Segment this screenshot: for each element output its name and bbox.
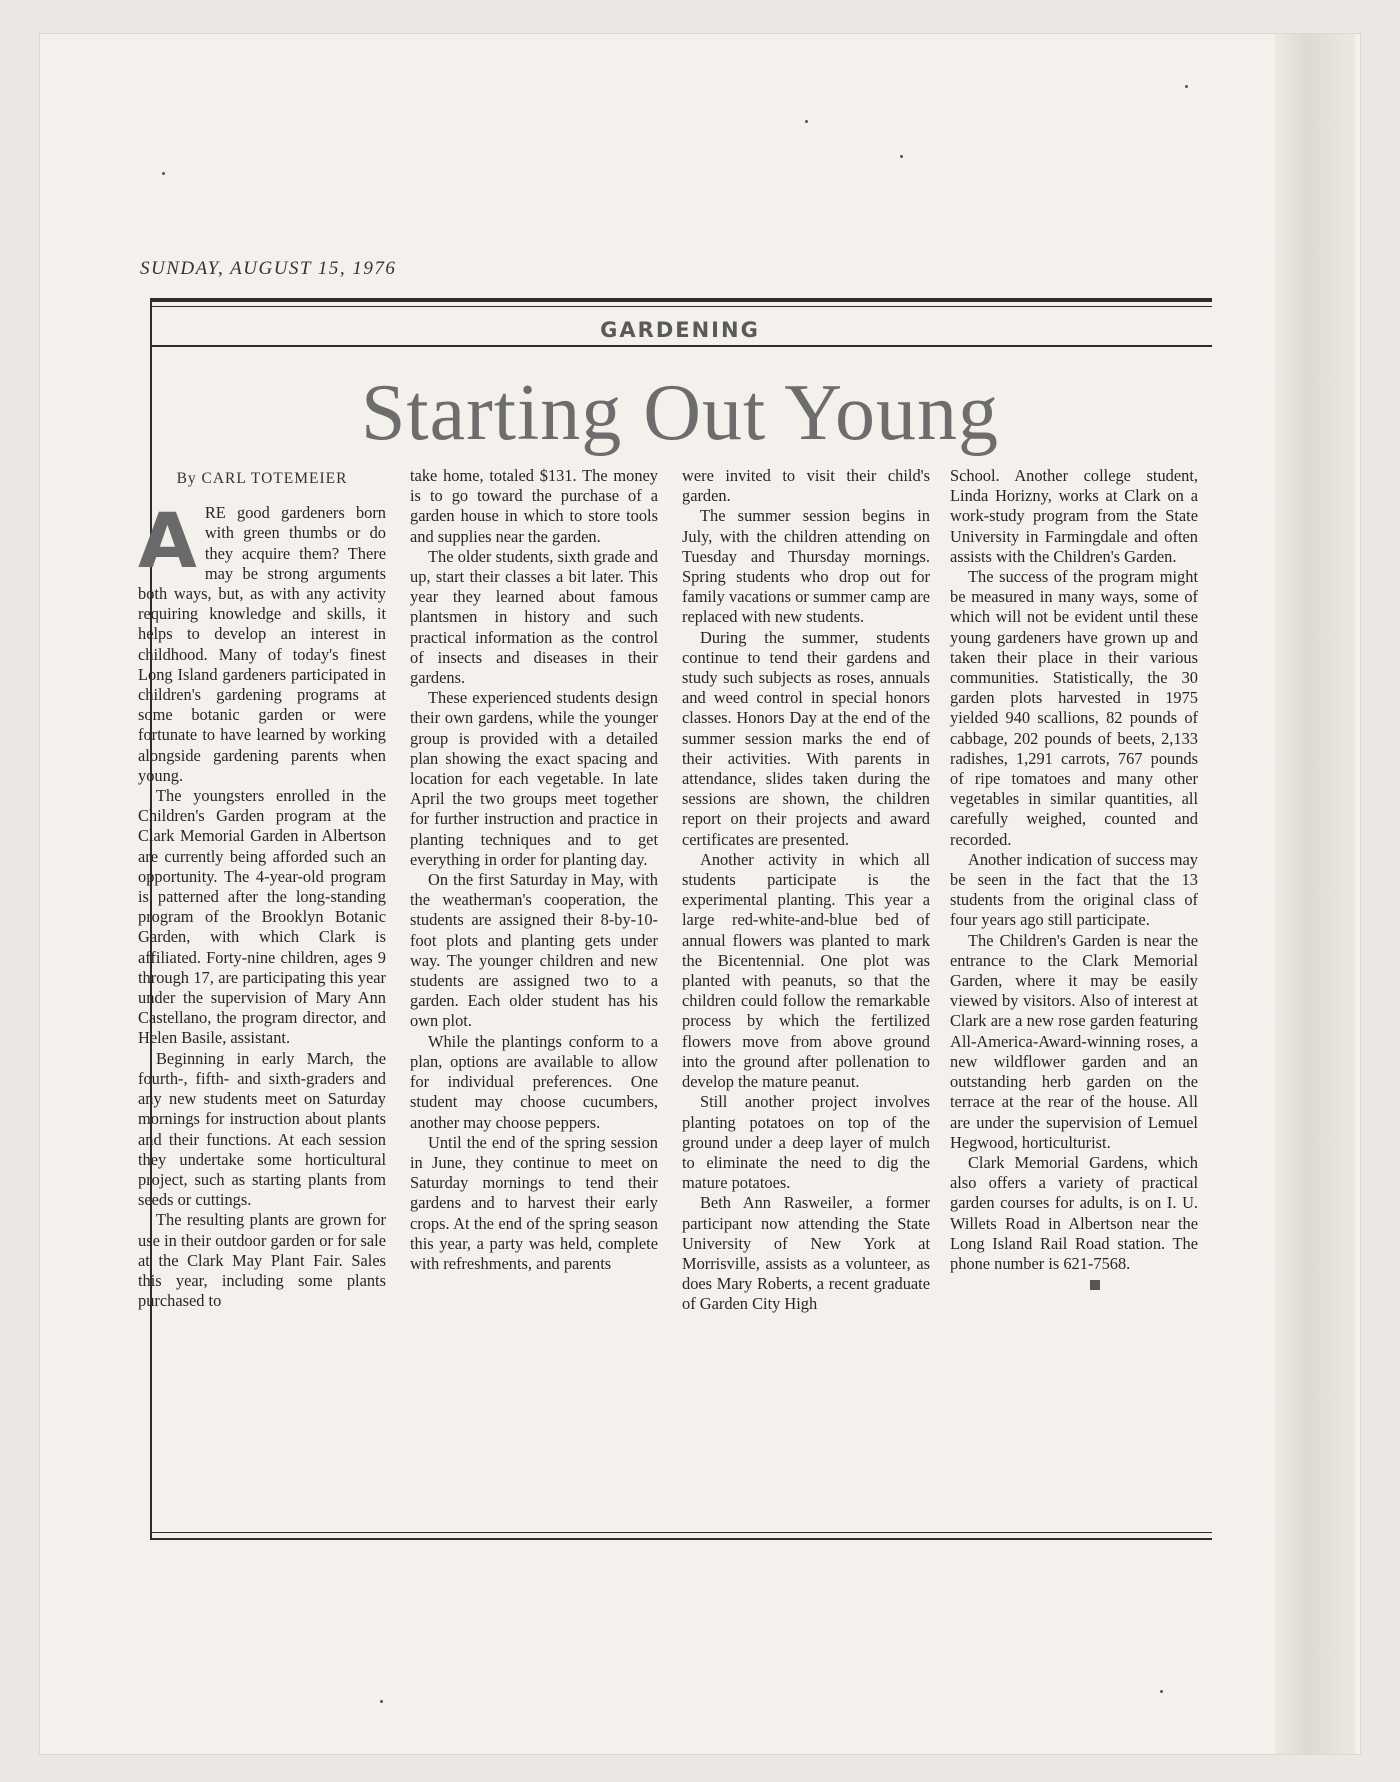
paragraph: The older students, sixth grade and up, start their classes a bit later. This year they learned about famous plantsmen in history and such practical information as the control of insects and diseases in their gardens. (410, 546, 658, 688)
scan-speck (900, 155, 903, 158)
paragraph: take home, totaled $131. The money is to go toward the purchase of a garden house in which to store tools and supplies near the garden. (410, 466, 658, 546)
scan-speck (805, 120, 808, 123)
paragraph: The Children's Garden is near the entrance to the Clark Memorial Garden, where it may be easily viewed by visitors. Also of interest at Clark are a new rose garden featuring All-America-Award-winning roses, a new wildflower garden and an outstanding herb garden on the terrace at the rear of the house. All are under the supervision of Lemuel Hegwood, horticulturist. (950, 930, 1198, 1152)
article-column-1 (138, 467, 386, 1311)
byline: By CARL TOTEMEIER (176, 470, 348, 487)
article-column-2 (410, 466, 658, 1274)
paragraph: The success of the program might be measured in many ways, some of which will not be evident until these young gardeners have grown up and taken their place in their various communities. Statistically, the 30 garden plots harvested in 1975 yielded 940 scallions, 82 pounds of cabbage, 202 pounds of beets, 2,133 radishes, 1,291 carrots, 767 pounds of ripe tomatoes and many other vegetables in similar quantities, all carefully weighed, counted and recorded. (950, 567, 1198, 849)
top-rule (150, 298, 1212, 302)
paragraph: were invited to visit their child's garden. (682, 466, 930, 506)
paragraph: On the first Saturday in May, with the weatherman's cooperation, the students are assigned their 8-by-10-foot plots and planting gets under way. The younger children and new students are assigned two to a garden. Each older student has his own plot. (410, 870, 658, 1031)
paragraph: These experienced students design their own gardens, while the younger group is provided with a detailed plan showing the exact spacing and location for each vegetable. In late April the two groups meet together for further instruction and practice in planting techniques and to get everything in order for planting day. (410, 688, 658, 869)
paragraph: Beth Ann Rasweiler, a former participant now attending the State University of New York at Morrisville, assists as a volunteer, as does Mary Roberts, a recent graduate of Garden City High (682, 1193, 930, 1314)
paragraph: The resulting plants are grown for use in their outdoor garden or for sale at the Clark May Plant Fair. Sales this year, including some plants purchased to (138, 1210, 386, 1311)
paragraph: Another indication of success may be seen in the fact that the 13 students from the original class of four years ago still participate. (950, 849, 1198, 930)
paragraph: RE good gardeners born with green thumbs or do they acquire them? There may be strong arguments both ways, but, as with any activity requiring knowledge and skills, it helps to develop an interest in childhood. Many of today's finest Long Island gardeners participated in children's gardening programs at some botanic garden or were fortunate to have learned by working alongside gardening parents when young. (138, 503, 386, 785)
paragraph: Clark Memorial Gardens, which also offers a variety of practical garden courses for adults, is on I. U. Willets Road in Albertson near the Long Island Rail Road station. The phone number is 621-7568. (950, 1152, 1198, 1273)
article-column-3 (682, 466, 930, 1315)
paragraph: School. Another college student, Linda Horizny, works at Clark on a work-study program from the State University in Farmingdale and often assists with the Children's Garden. (950, 466, 1198, 566)
scan-speck (162, 172, 165, 175)
drop-cap: A (138, 496, 197, 586)
paragraph: Still another project involves planting potatoes on top of the ground under a deep layer of mulch to eliminate the need to dig the mature potatoes. (682, 1092, 930, 1193)
paragraph: The youngsters enrolled in the Children's Garden program at the Clark Memorial Garden in Albertson are currently being afforded such an opportunity. The 4-year-old program is patterned after the long-standing program of the Brooklyn Botanic Garden, with which Clark is affiliated. Forty-nine children, ages 9 through 17, are participating this year under the supervision of Mary Ann Castellano, the program director, and Helen Basile, assistant. (138, 786, 386, 1048)
headline: Starting Out Young (360, 369, 1000, 457)
section-rule (150, 345, 1212, 347)
end-mark-icon (1090, 1280, 1100, 1290)
article-column-4 (950, 466, 1198, 1294)
paragraph: Another activity in which all students participate is the experimental planting. This year a large red-white-and-blue bed of annual flowers was planted to mark the Bicentennial. One plot was planted with peanuts, so that the children could follow the remarkable process by which the fertilized flowers move from above ground into the ground after pollenation to develop the mature peanut. (682, 849, 930, 1092)
paragraph: During the summer, students continue to tend their gardens and study such subjects as roses, annuals and weed control in special honors classes. Honors Day at the end of the summer session marks the end of their activities. With parents in attendance, slides taken during the sessions are shown, the children report on their projects and award certificates are presented. (682, 627, 930, 849)
paragraph: Until the end of the spring session in June, they continue to meet on Saturday mornings to tend their gardens and to harvest their early crops. At the end of the spring season this year, a party was held, complete with refreshments, and parents (410, 1132, 658, 1273)
scan-speck (380, 1700, 383, 1703)
paragraph: The summer session begins in July, with the children attending on Tuesday and Thursday mornings. Spring students who drop out for family vacations or summer camp are replaced with new students. (682, 506, 930, 627)
paragraph: While the plantings conform to a plan, options are available to allow for individual preferences. One student may choose cucumbers, another may choose peppers. (410, 1031, 658, 1132)
scan-speck (1160, 1690, 1163, 1693)
scan-speck (1185, 85, 1188, 88)
paper-edge (1275, 34, 1355, 1754)
dateline: SUNDAY, AUGUST 15, 1976 (140, 258, 397, 279)
top-rule-thin (150, 306, 1212, 307)
paragraph: Beginning in early March, the fourth-, fifth- and sixth-graders and any new students meet on Saturday mornings for instruction about plants and their functions. At each session they undertake some horticultural project, such as starting plants from seeds or cuttings. (138, 1048, 386, 1210)
section-label: GARDENING (600, 318, 760, 342)
bottom-rule-thick (150, 1538, 1212, 1540)
bottom-rule (150, 1532, 1212, 1533)
